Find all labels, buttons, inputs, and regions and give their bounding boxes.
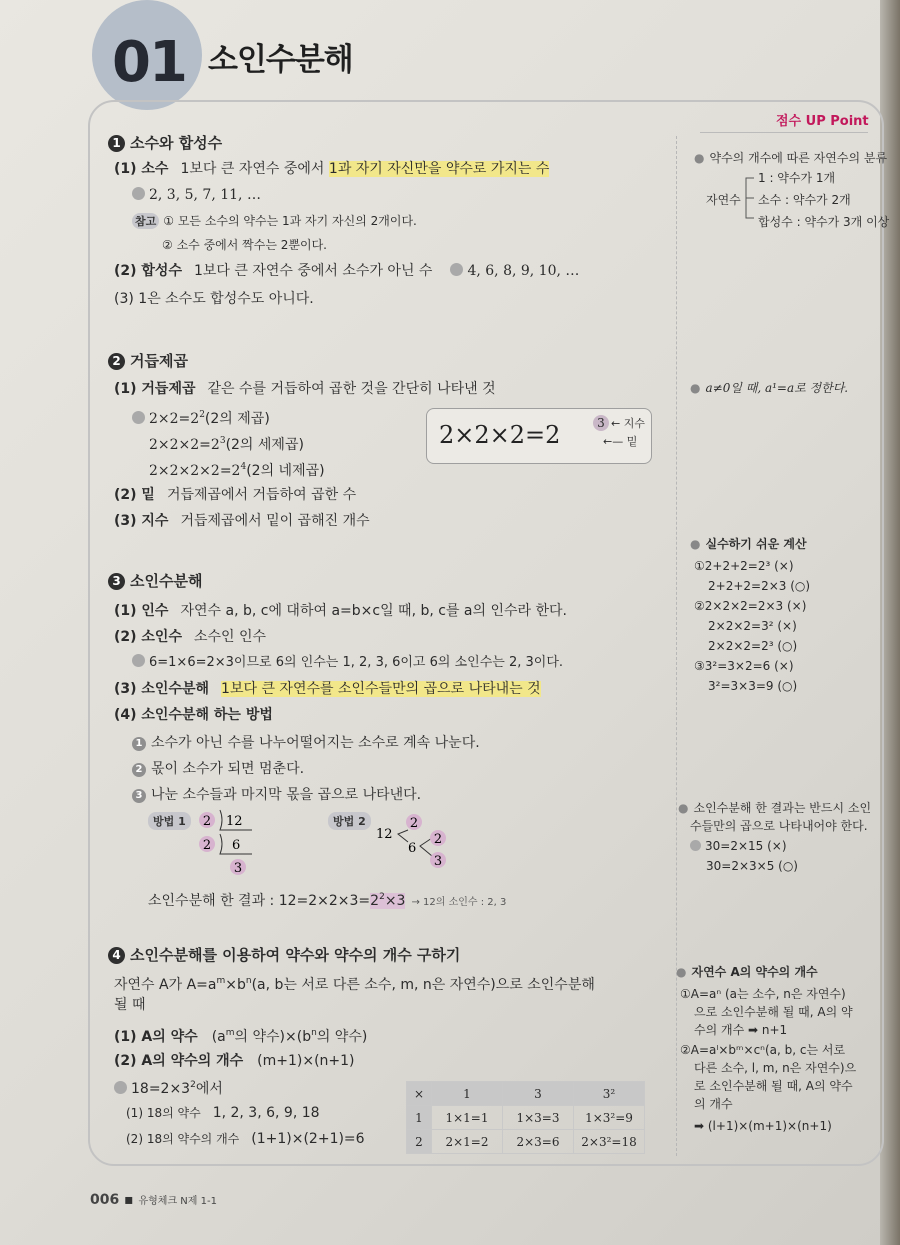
composite-label: (2) 합성수 <box>114 263 182 279</box>
side-note-5-line: 으로 소인수분해 될 때, A의 약 <box>694 1005 853 1019</box>
side-note-3-line: 2×2×2=2³ (○) <box>708 639 798 653</box>
power-ex2-exp: 3 <box>219 436 226 446</box>
exponent-definition <box>114 512 370 530</box>
table-row <box>407 1130 645 1154</box>
side-note-5-line: ①A=aⁿ (a는 소수, n은 자연수) <box>680 987 846 1001</box>
base-def-label: (2) 밑 <box>114 487 155 503</box>
side-note-1-bracket <box>744 172 756 224</box>
power-definition <box>114 380 496 398</box>
power-ex2: 2×2×2=2 <box>149 437 220 453</box>
section-2-title: 거듭제곱 <box>130 352 188 370</box>
tree-branch-2 <box>420 838 432 856</box>
side-note-4-line-2: 수들만의 곱으로 나타내어야 한다. <box>690 819 868 833</box>
power-ex3: 2×2×2×2=2 <box>149 463 241 479</box>
intro-part-1: 자연수 A가 A=a <box>114 977 217 993</box>
prime-label: (1) 소수 <box>114 161 169 177</box>
side-note-4-line-1: ● 소인수분해 한 결과는 반드시 소인 <box>678 801 872 815</box>
exponent-arrow-label: ← 지수 <box>611 417 645 430</box>
reference-note-1 <box>132 212 417 230</box>
section-4-badge: 4 <box>108 947 125 964</box>
step-2-text: 몫이 소수가 되면 멈춘다. <box>151 761 305 777</box>
ladder-last: 3 <box>233 861 243 876</box>
chapter-number: 01 <box>112 30 186 95</box>
table-cell: 1×1=1 <box>432 1106 503 1130</box>
side-note-5-line: 의 개수 <box>694 1097 733 1111</box>
side-note-2: ● a≠0일 때, a¹=a로 정한다. <box>690 381 849 395</box>
power-diagram-box <box>426 408 652 464</box>
side-note-5-title-text: 자연수 A의 약수의 개수 <box>691 965 818 979</box>
side-note-3-line: ②2×2×2=2×3 (×) <box>694 599 807 613</box>
table-header: 1 <box>432 1082 503 1106</box>
side-note-4-example-2: 30=2×3×5 (○) <box>706 859 798 873</box>
power-ex1-note: (2의 제곱) <box>204 411 270 427</box>
section-4-intro-2: 될 때 <box>114 997 146 1013</box>
table-cell: 2×3=6 <box>503 1130 574 1154</box>
intro-exp-m: m <box>216 976 226 986</box>
side-note-1-root: 자연수 <box>706 193 741 207</box>
result-text: 소인수분해 한 결과 : 12=2×2×3= <box>148 893 371 909</box>
s4-example-post: 에서 <box>195 1081 223 1097</box>
table-row <box>407 1106 645 1130</box>
example-icon <box>132 654 145 667</box>
one-note: (3) 1은 소수도 합성수도 아니다. <box>114 291 314 307</box>
side-note-3-title: ● 실수하기 쉬운 계산 <box>690 537 807 551</box>
side-note-4-example-1 <box>690 838 787 854</box>
ladder-division <box>196 806 276 882</box>
method-1-label: 방법 1 <box>148 812 191 830</box>
power-ex3-note: (2의 네제곱) <box>246 463 325 479</box>
side-note-2-text: a≠0일 때, a¹=a로 정한다. <box>705 381 849 395</box>
power-label: (1) 거듭제곱 <box>114 381 196 397</box>
tree-leaf-3: 3 <box>433 854 443 869</box>
method-1-badge-wrap <box>148 812 195 830</box>
power-ex1: 2×2=2 <box>149 411 200 427</box>
table-row-head: 2 <box>407 1130 432 1154</box>
side-note-3-line: ①2+2+2=2³ (×) <box>694 559 794 573</box>
power-def-text: 같은 수를 거듭하여 곱한 것을 간단히 나타낸 것 <box>207 381 496 397</box>
power-ex2-note: (2의 세제곱) <box>225 437 304 453</box>
divisors-label: (1) A의 약수 <box>114 1029 198 1045</box>
table-cell: 1×3²=9 <box>574 1106 645 1130</box>
tree-leaf-1: 2 <box>409 816 419 831</box>
side-note-3-line: 3²=3×3=9 (○) <box>708 679 798 693</box>
reference-note-2: ② 소수 중에서 짝수는 2뿐이다. <box>162 238 327 252</box>
ladder-dividend: 12 <box>226 814 243 829</box>
composite-def-text: 1보다 큰 자연수 중에서 소수가 아닌 수 <box>193 263 433 279</box>
example-icon <box>132 411 145 424</box>
prime-factor-example-text: 6=1×6=2×3이므로 6의 인수는 1, 2, 3, 6이고 6의 소인수는 2, 3이다. <box>149 655 564 670</box>
step-1-text: 소수가 아닌 수를 나누어떨어지는 소수로 계속 나눈다. <box>151 735 480 751</box>
divisors-18-label: (1) 18의 약수 <box>126 1106 201 1120</box>
example-icon <box>690 840 701 851</box>
side-note-5-line: 다른 소수, l, m, n은 자연수)으 <box>694 1061 857 1075</box>
divisors-of-18 <box>126 1104 320 1122</box>
table-cell: 2×1=2 <box>432 1130 503 1154</box>
exponent-def-label: (3) 지수 <box>114 513 169 529</box>
side-note-1-item-a: 1 : 약수가 1개 <box>758 171 836 185</box>
divisor-count-of-a <box>114 1052 355 1070</box>
divisor-count-formula: (m+1)×(n+1) <box>257 1053 355 1069</box>
prime-factor-def-text: 소수인 인수 <box>193 629 267 645</box>
tree-mid: 6 <box>408 841 417 856</box>
table-row-head: 1 <box>407 1106 432 1130</box>
divisor-count-18-label: (2) 18의 약수의 개수 <box>126 1132 240 1146</box>
method-step-3 <box>132 786 421 804</box>
divisor-table <box>406 1081 645 1154</box>
prime-factor-example <box>132 654 563 672</box>
factor-def-text: 자연수 a, b, c에 대하여 a=b×c일 때, b, c를 a의 인수라 한다. <box>180 603 568 619</box>
factor-definition <box>114 602 567 620</box>
section-1-badge: 1 <box>108 135 125 152</box>
side-note-4-ex1: 30=2×15 (×) <box>705 839 787 853</box>
ladder-divisor-2: 2 <box>202 838 212 853</box>
divisor-count-label: (2) A의 약수의 개수 <box>114 1053 244 1069</box>
side-note-5-line: 수의 개수 ➡ n+1 <box>694 1023 788 1037</box>
base-arrow-label: ←— 밑 <box>603 435 638 448</box>
table-header: 3 <box>503 1082 574 1106</box>
side-note-3-line: 2+2+2=2×3 (○) <box>708 579 811 593</box>
method-step-1 <box>132 734 480 752</box>
prime-def-highlight: 1과 자기 자신만을 약수로 가지는 수 <box>328 161 550 177</box>
table-cell: 1×3=3 <box>503 1106 574 1130</box>
up-point-label: 점수 UP Point <box>776 114 869 129</box>
divisor-count-18-value: (1+1)×(2+1)=6 <box>251 1131 365 1147</box>
side-note-1-title: ● 약수의 개수에 따른 자연수의 분류 <box>694 151 888 165</box>
page-footer: 006 ▪ 유형체크 N제 1-1 <box>90 1192 217 1208</box>
composite-example: 4, 6, 8, 9, 10, … <box>467 263 580 279</box>
result-base: 2 <box>370 893 380 909</box>
power-diagram-math <box>439 421 560 449</box>
factorization-method-heading: (4) 소인수분해 하는 방법 <box>114 707 273 723</box>
factor-tree <box>374 808 464 874</box>
tree-branch-1 <box>398 830 408 842</box>
tree-root: 12 <box>376 827 393 842</box>
divisors-c: 의 약수) <box>316 1029 368 1045</box>
reference-badge: 참고 <box>132 213 159 229</box>
side-note-4-text-1: 소인수분해 한 결과는 반드시 소인 <box>693 801 872 815</box>
sidebar-divider <box>676 136 677 1156</box>
section-4-example <box>114 1076 223 1098</box>
table-corner: × <box>407 1082 432 1106</box>
divisors-18-values: 1, 2, 3, 6, 9, 18 <box>212 1105 320 1121</box>
divisors-b: 의 약수)×(b <box>234 1029 312 1045</box>
side-note-1-item-b: 소수 : 약수가 2개 <box>758 193 851 207</box>
step-3-text: 나눈 소수들과 마지막 몫을 곱으로 나타낸다. <box>151 787 422 803</box>
up-point-rule <box>700 132 868 133</box>
side-note-1-item-c: 합성수 : 약수가 3개 이상 <box>758 215 890 229</box>
chapter-title: 소인수분해 <box>208 42 353 78</box>
method-2-label: 방법 2 <box>328 812 371 830</box>
section-4-heading <box>108 946 460 964</box>
prime-factor-label: (2) 소인수 <box>114 629 182 645</box>
intro-exp-n: n <box>245 976 252 986</box>
method-2-badge-wrap <box>328 812 375 830</box>
divisors-a: (a <box>211 1029 226 1045</box>
example-icon <box>450 263 463 276</box>
step-1-badge: 1 <box>132 737 146 751</box>
section-4-title: 소인수분해를 이용하여 약수와 약수의 개수 구하기 <box>130 946 461 964</box>
side-note-3-line: ③3²=3×2=6 (×) <box>694 659 794 673</box>
side-note-5-line: ➡ (l+1)×(m+1)×(n+1) <box>694 1119 832 1133</box>
power-example-3 <box>149 458 325 480</box>
section-4-intro <box>114 972 595 994</box>
section-2-heading <box>108 352 188 370</box>
prime-definition <box>114 160 549 178</box>
table-header: 3² <box>574 1082 645 1106</box>
prime-def-text: 1보다 큰 자연수 중에서 <box>180 161 329 177</box>
factorization-result: 소인수분해 한 결과 : $12=2\times 2\times 3=2^2\times 3 \to 12$의 소인수 : 2, 3 <box>148 892 507 909</box>
exponent-circle: 3 <box>593 415 609 431</box>
base-definition <box>114 486 356 504</box>
reference-1-text: ① 모든 소수의 약수는 1과 자기 자신의 2개이다. <box>163 214 417 228</box>
intro-part-2: ×b <box>225 977 246 993</box>
page-number: 006 <box>90 1192 120 1208</box>
prime-example-text: 2, 3, 5, 7, 11, … <box>149 187 261 203</box>
divisors-exp-n: n <box>311 1028 317 1038</box>
exponent-label: 지수 <box>623 417 645 430</box>
divisors-exp-m: m <box>225 1028 235 1038</box>
result-post: ×3 <box>384 893 406 909</box>
prime-example <box>132 186 261 204</box>
factorization-def-highlight: 1보다 큰 자연수를 소인수들만의 곱으로 나타내는 것 <box>221 681 541 697</box>
result-highlight <box>370 893 405 909</box>
section-1-title: 소수와 합성수 <box>130 134 223 152</box>
section-3-heading <box>108 572 202 590</box>
method-step-2 <box>132 760 304 778</box>
step-2-badge: 2 <box>132 763 146 777</box>
table-cell: 2×3²=18 <box>574 1130 645 1154</box>
side-note-1-title-text: 약수의 개수에 따른 자연수의 분류 <box>709 151 888 165</box>
ladder-quotient: 6 <box>232 838 241 853</box>
base-label: 밑 <box>626 435 638 448</box>
side-note-5-line: ②A=aˡ×bᵐ×cⁿ(a, b, c는 서로 <box>680 1043 846 1057</box>
power-example-2 <box>149 432 304 454</box>
tree-leaf-2: 2 <box>433 832 443 847</box>
result-note: 12의 소인수 : 2, 3 <box>423 897 507 908</box>
power-ex1-exp: 2 <box>199 410 205 420</box>
book-title: 유형체크 N제 1-1 <box>138 1196 217 1207</box>
factor-label: (1) 인수 <box>114 603 169 619</box>
step-3-badge: 3 <box>132 789 146 803</box>
section-3-title: 소인수분해 <box>130 572 203 590</box>
section-2-badge: 2 <box>108 353 125 370</box>
side-note-3-line: 2×2×2=3² (×) <box>708 619 797 633</box>
section-1-heading <box>108 134 222 152</box>
table-header-row <box>407 1082 645 1106</box>
example-icon <box>114 1081 127 1094</box>
result-exp: 2 <box>379 892 385 902</box>
power-diagram-expr: 2×2×2=2 <box>439 421 561 449</box>
prime-factor-definition <box>114 628 266 646</box>
section-3-badge: 3 <box>108 573 125 590</box>
factorization-definition <box>114 680 541 698</box>
divisors-of-a <box>114 1024 367 1046</box>
factorization-label: (3) 소인수분해 <box>114 681 210 697</box>
s4-example-pre: 18=2×3 <box>131 1081 191 1097</box>
example-icon <box>132 187 145 200</box>
s4-example-exp: 2 <box>190 1080 196 1090</box>
ladder-divisor-1: 2 <box>202 814 212 829</box>
intro-part-3: (a, b는 서로 다른 소수, m, n은 자연수)으로 소인수분해 <box>251 977 595 993</box>
divisor-count-of-18 <box>126 1130 365 1148</box>
exponent-def-text: 거듭제곱에서 밑이 곱해진 개수 <box>180 513 370 529</box>
side-note-3-title-text: 실수하기 쉬운 계산 <box>705 537 807 551</box>
base-def-text: 거듭제곱에서 거듭하여 곱한 수 <box>166 487 357 503</box>
side-note-5-line: 로 소인수분해 될 때, A의 약수 <box>694 1079 853 1093</box>
side-note-5-title: ● 자연수 A의 약수의 개수 <box>676 965 818 979</box>
composite-definition <box>114 262 579 280</box>
power-ex3-exp: 4 <box>240 462 247 472</box>
power-example-1 <box>132 406 270 428</box>
